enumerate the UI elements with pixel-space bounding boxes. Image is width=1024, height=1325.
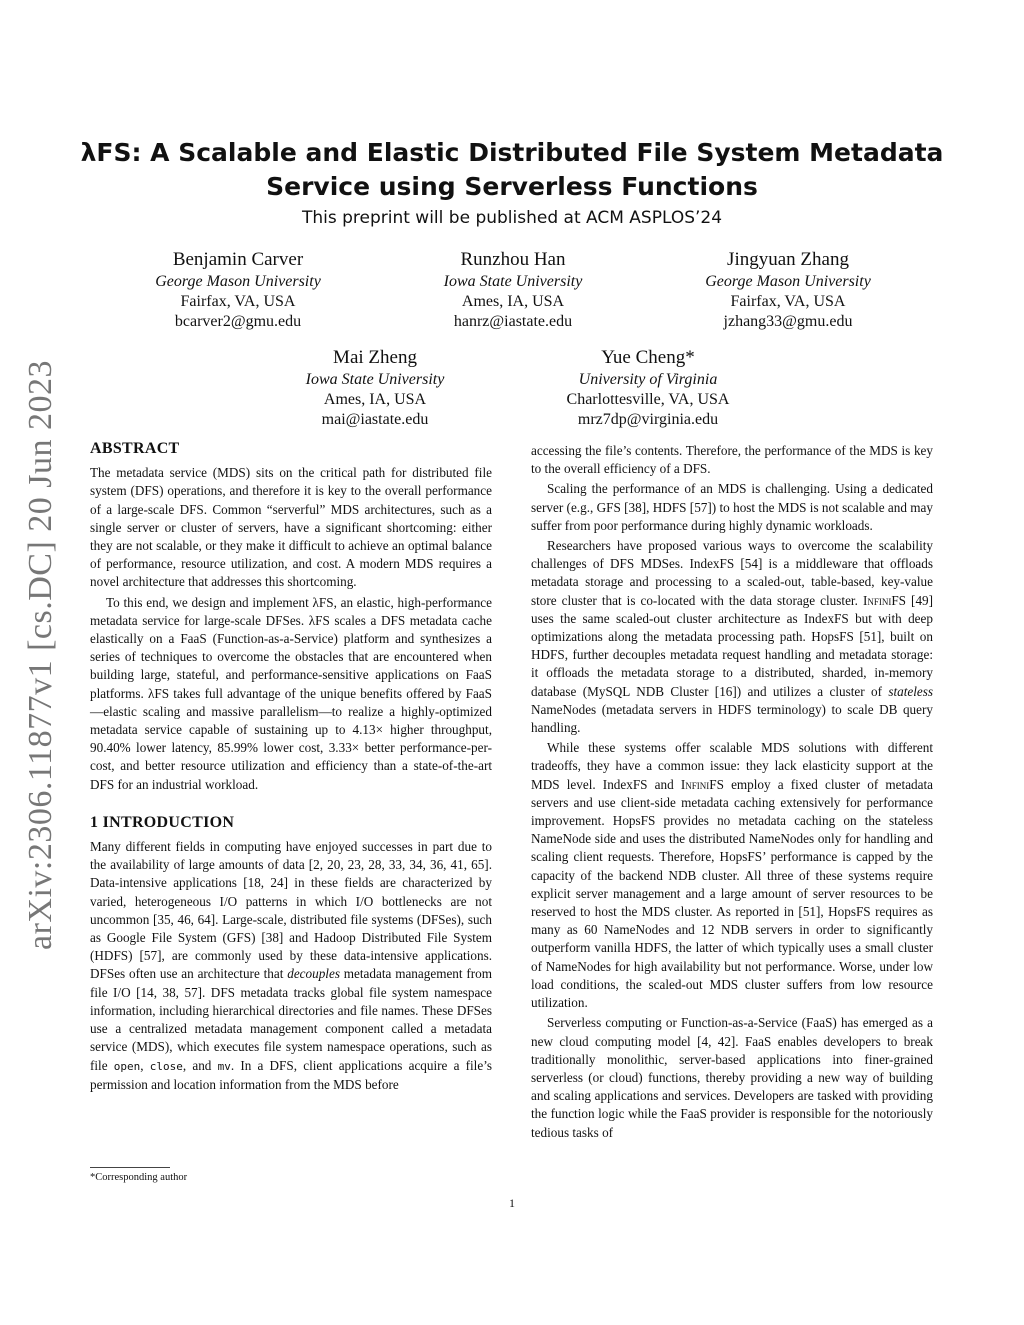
intro-paragraph: Scaling the performance of an MDS is challenging. Using a dedicated server (e.g., GFS [38], HDFS [57]) to host the MDS is not scalable and may suffer from poor performance during highly dynamic workloads.: [531, 481, 933, 533]
author-affiliation: George Mason University: [155, 273, 321, 290]
intro-paragraph: While these systems offer scalable MDS solutions with different tradeoffs, they have a common issue: they lack elasticity support at the MDS level. IndexFS and InfiniFS employ a fixed cluster of metadata servers and use client-side metadata caching extensively for performance improvement. HopsFS provides no metadata caching on the stateless NameNode side and uses the distributed NameNodes only for handling and scaling client requests. Therefore, HopsFS’ performance is capped by the capacity of the backend NDB cluster. All three of these systems require explicit server management and a large amount of server resources to be reserved to host the MDS cluster. As reported in [51], HopsFS requires as many as 60 NameNodes and 12 NDB servers in order to significantly outperform vanilla HDFS, the latter of which typically uses a small cluster of NameNodes for high availability but not performance. Worse, under low load conditions, the scaled-out MDS cluster suffers from low resource utilization.: [531, 740, 934, 1011]
author-email[interactable]: mai@iastate.edu: [321, 411, 429, 428]
right-column: [531, 442, 933, 1142]
author-name: Jingyuan Zhang: [727, 249, 849, 270]
footnote: *Corresponding author: [90, 1172, 188, 1183]
paper-subtitle: This preprint will be published at ACM ASPLOS’24: [301, 208, 723, 228]
author-location: Fairfax, VA, USA: [180, 293, 296, 310]
author-name: Benjamin Carver: [172, 249, 304, 270]
author-location: Fairfax, VA, USA: [730, 293, 846, 310]
author-email[interactable]: bcarver2@gmu.edu: [174, 313, 302, 330]
author-location: Ames, IA, USA: [461, 293, 565, 310]
code-open: open: [113, 1059, 141, 1073]
author-affiliation: George Mason University: [705, 273, 871, 290]
author-name: Runzhou Han: [460, 249, 566, 270]
author-block: [245, 346, 505, 430]
author-email[interactable]: mrz7dp@virginia.edu: [577, 411, 719, 428]
intro-paragraph: accessing the file’s contents. Therefore, the performance of the MDS is key to the overall efficiency of a DFS.: [531, 443, 933, 477]
left-column: [90, 440, 492, 1094]
author-location: Charlottesville, VA, USA: [566, 391, 730, 408]
intro-paragraph: Serverless computing or Function-as-a-Service (FaaS) has emerged as a new cloud computing model [4, 42]. FaaS enables developers to break traditionally monolithic, server-based applications into finer-grained serverless (or cloud) functions, thereby providing a new way of building and scaling applications and services. Developers are tasked with providing the function logic while the FaaS provider is responsible for the notoriously tedious tasks of: [531, 1015, 933, 1140]
author-email[interactable]: jzhang33@gmu.edu: [723, 313, 853, 330]
author-block: [658, 248, 918, 332]
abstract-paragraph: To this end, we design and implement λFS, an elastic, high-performance metadata service for large-scale DFSes. λFS scales a DFS metadata cache elastically on a FaaS (Function-as-a-Service) platform and synthesizes a series of techniques to overcome the obstacles that are encountered when building large, stateful, and performance-sensitive applications on FaaS platforms. λFS takes full advantage of the unique benefits offered by FaaS—elastic scaling and massive parallelism—to realize a highly-optimized metadata service capable of sustaining up to 4.13× higher throughput, 90.40% lower latency, 85.99% lower cost, 3.33× better performance-per-cost, and better resource utilization and efficiency than a state-of-the-art DFS for an industrial workload.: [90, 594, 492, 792]
footnote-rule: [90, 1167, 170, 1168]
intro-paragraph: Many different fields in computing have enjoyed successes in part due to the availability of large amounts of data [2, 20, 23, 28, 33, 34, 36, 41, 65]. Data-intensive applications [18, 24] in these fields are characterized by varied, heterogeneous I/O patterns in which I/O bottlenecks are not uncommon [35, 46, 64]. Large-scale, distributed file systems (DFSes), such as Google File System (GFS) [38] and Hadoop Distributed File System (HDFS) [57], are commonly used by these data-intensive applications. DFSes often use an architecture that decouples metadata management from file I/O [14, 38, 57]. DFS metadata tracks global file system namespace information, including hierarchical directories and file names. These DFSes use a centralized metadata management component called a metadata service (MDS), which executes file system namespace operations, such as file open, close, and mv. In a DFS, client applications acquire a file’s permission and location information from the MDS before: [90, 839, 493, 1092]
author-affiliation: Iowa State University: [443, 273, 583, 290]
author-name: Yue Cheng*: [601, 347, 695, 368]
abstract-heading: ABSTRACT: [90, 440, 180, 457]
author-affiliation: University of Virginia: [578, 371, 718, 388]
code-mv: mv: [217, 1059, 231, 1073]
code-close: close: [149, 1059, 183, 1073]
intro-paragraph: Researchers have proposed various ways to overcome the scalability challenges of DFS MDSes. IndexFS [54] is a middleware that offloads metadata storage and processing to a scaled-out, table-based, key-value store cluster that is co-located with the data storage cluster. InfiniFS [49] uses the same scaled-out cluster architecture as IndexFS but with deep optimizations along the metadata processing path. HopsFS [51], built on HDFS, further decouples metadata request handling and metadata storage: it offloads the metadata storage to a distributed, sharded, in-memory database (MySQL NDB Cluster [16]) and utilizes a cluster of stateless NameNodes (metadata servers in HDFS terminology) to scale DB query handling.: [531, 538, 934, 736]
paper-title: λFS: A Scalable and Elastic Distributed File System Metadata Service using Serverless Functions: [80, 138, 944, 201]
infinifs-name: InfiniFS: [680, 776, 724, 792]
author-affiliation: Iowa State University: [305, 371, 445, 388]
arxiv-identifier: arXiv:2306.11877v1 [cs.DC] 20 Jun 2023: [22, 359, 59, 950]
infinifs-name: InfiniFS: [862, 592, 906, 608]
page-number: 1: [509, 1196, 515, 1210]
author-name: Mai Zheng: [333, 347, 417, 368]
author-block: [108, 248, 368, 332]
emphasis: decouples: [287, 966, 340, 982]
author-email[interactable]: hanrz@iastate.edu: [453, 313, 573, 330]
emphasis: stateless: [888, 683, 934, 699]
author-block: [518, 346, 778, 430]
author-block: [383, 248, 643, 332]
section-heading: 1 INTRODUCTION: [90, 813, 235, 831]
abstract-paragraph: The metadata service (MDS) sits on the critical path for distributed file system (DFS) operations, and therefore it is key to the overall performance of a large-scale DFS. Common “serverful” MDS architectures, such as a single server or cluster of servers, have a significant shortcoming: either they are not scalable, or they make it difficult to achieve an optimal balance of performance, resource utilization, and cost. A modern MDS requires a novel architecture that addresses this shortcoming.: [90, 465, 492, 590]
author-location: Ames, IA, USA: [323, 391, 427, 408]
